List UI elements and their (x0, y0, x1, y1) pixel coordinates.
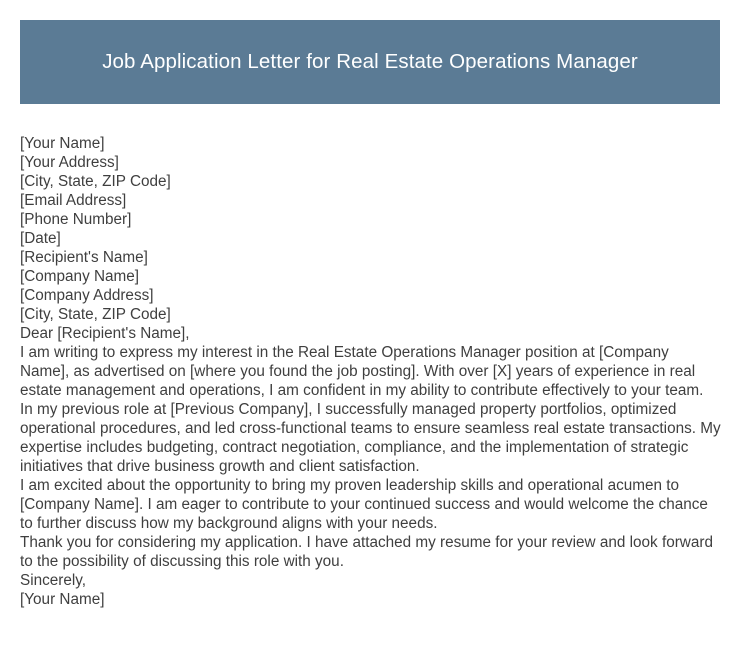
sender-name: [Your Name] (20, 135, 105, 152)
signature-name: [Your Name] (20, 591, 105, 608)
letter-body (20, 134, 725, 609)
company-address: [Company Address] (20, 287, 154, 304)
page-title: Job Application Letter for Real Estate Operations Manager (102, 50, 638, 73)
company-name: [Company Name] (20, 268, 140, 285)
sender-address: [Your Address] (20, 154, 119, 171)
sender-email: [Email Address] (20, 192, 127, 209)
paragraph-intro: I am writing to express my interest in the Real Estate Operations Manager position at [Company Name], as advertised on [where you found the job posting]. With over [X] years of experience in real estate management and operations, I am confident in my ability to contribute effectively to your team. (20, 344, 704, 399)
header-banner (20, 20, 720, 104)
closing: Sincerely, (20, 572, 87, 589)
paragraph-closing: Thank you for considering my application. I have attached my resume for your review and look forward to the possibility of discussing this role with you. (20, 534, 718, 570)
sender-city: [City, State, ZIP Code] (20, 173, 171, 190)
paragraph-motivation: I am excited about the opportunity to bring my proven leadership skills and operational acumen to [Company Name]. I am eager to contribute to your continued success and would welcome the chance to further discuss how my background aligns with your needs. (20, 477, 713, 532)
sender-phone: [Phone Number] (20, 211, 132, 228)
paragraph-experience: In my previous role at [Previous Company], I successfully managed property portfolios, optimized operational procedures, and led cross-functional teams to ensure seamless real estate transactions. My expertise includes budgeting, contract negotiation, compliance, and the implementation of strategic initiatives that drive business growth and client satisfaction. (20, 401, 725, 475)
letter-date: [Date] (20, 230, 61, 247)
company-city: [City, State, ZIP Code] (20, 306, 171, 323)
salutation: Dear [Recipient's Name], (20, 325, 190, 342)
recipient-name: [Recipient's Name] (20, 249, 148, 266)
